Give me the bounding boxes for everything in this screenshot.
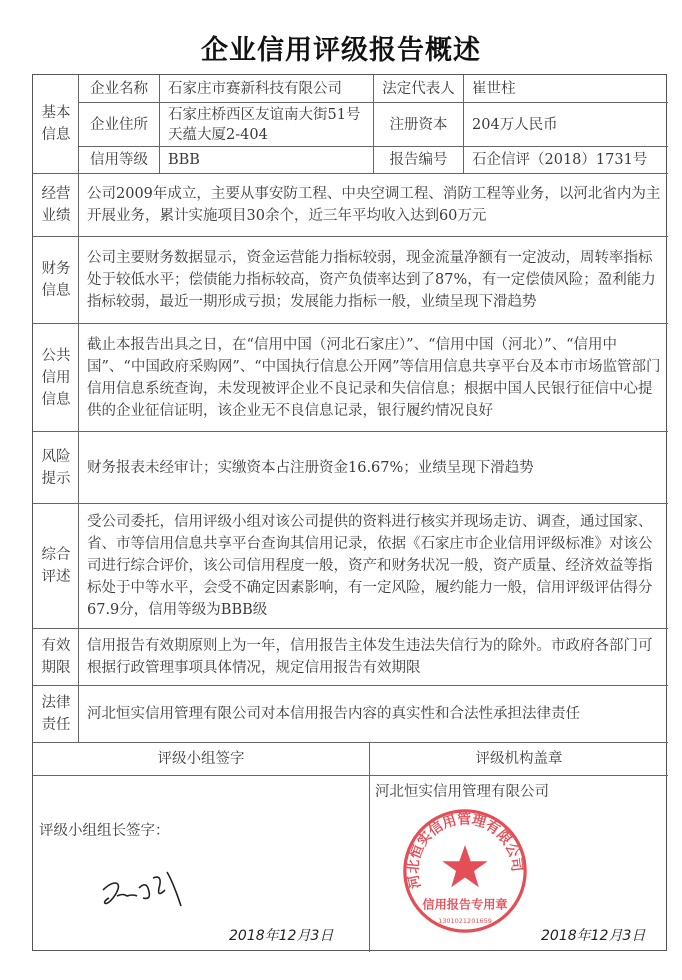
right-date: 2018年12月3日 <box>541 928 646 944</box>
validity-text: 信用报告有效期原则上为一年，信用报告主体发生违法失信行为的除外。市政府各部门可根据行政管理事项具体情况，规定信用报告有效期限 <box>87 638 653 676</box>
left-date: 2018年12月3日 <box>229 928 334 944</box>
company-name: 石家庄市赛新科技有限公司 <box>168 80 342 97</box>
legal-text: 河北恒实信用管理有限公司对本信用报告内容的真实性和合法性承担法律责任 <box>87 706 580 722</box>
agency-seal-header: 评级机构盖章 <box>475 751 563 767</box>
operation-label: 经营业绩 <box>41 186 71 224</box>
svg-text:河北恒实信用管理有限公司: 河北恒实信用管理有限公司 <box>405 811 525 890</box>
company-seal <box>400 806 530 936</box>
company-name-label: 企业名称 <box>90 80 148 97</box>
address: 石家庄桥西区友谊南大街51号天蕴大厦2-404 <box>168 106 361 143</box>
legal-rep-label: 法定代表人 <box>382 80 455 97</box>
finance-text: 公司主要财务数据显示，资金运营能力指标较弱，现金流量净额有一定波动，周转率指标处于较低水平；偿债能力指标较高，资产负债率达到了87%，有一定偿债风险；盈利能力指标较弱，最近一期形成亏损；发展能力指标一般，业绩呈现下滑趋势 <box>87 250 656 310</box>
svg-text:信用报告专用章: 信用报告专用章 <box>422 897 508 912</box>
report-no-label: 报告编号 <box>389 152 448 168</box>
rating-team-sign-header: 评级小组签字 <box>157 751 245 767</box>
legal-label: 法律责任 <box>41 695 71 733</box>
team-leader-sign-label: 评级小组组长签字： <box>39 823 170 839</box>
basic-info-label: 基本信息 <box>41 105 71 143</box>
summary-text: 受公司委托，信用评级小组对该公司提供的资料进行核实并现场走访、调查，通过国家、省、市等信用信息共享平台查询其信用记录，依据《石家庄市企业信用评级标准》对该公司进行综合评价，该公司信用程度一般，资产和财务状况一般，资产质量、经济效益等指标处于中等水平，会受不确定因素影响，有一定风险，履约能力一般，信用评级评估得分67.9分，信用等级为BBB级 <box>87 514 653 618</box>
finance-label: 财务信息 <box>41 261 71 299</box>
public-credit-label: 公共信用信息 <box>41 347 71 408</box>
address-label: 企业住所 <box>90 116 148 133</box>
summary-label: 综合评述 <box>41 547 71 585</box>
leader-signature <box>95 860 205 920</box>
operation-text: 公司2009年成立，主要从事安防工程、中央空调工程、消防工程等业务，以河北省内为主开展业务，累计实施项目30余个，近三年平均收入达到60万元 <box>87 186 661 224</box>
legal-rep: 崔世柱 <box>472 80 516 97</box>
agency-name: 河北恒实信用管理有限公司 <box>375 784 549 800</box>
validity-label: 有效期限 <box>41 638 71 676</box>
capital: 204万人民币 <box>472 116 558 133</box>
risk-text: 财务报表未经审计；实缴资本占注册资金16.67%；业绩呈现下滑趋势 <box>87 459 534 476</box>
report-no: 石企信评（2018）1731号 <box>472 152 648 168</box>
svg-text:1301021201659: 1301021201659 <box>438 917 492 925</box>
page-title: 企业信用评级报告概述 <box>201 35 481 66</box>
grade: BBB <box>168 152 200 168</box>
capital-label: 注册资本 <box>389 116 448 133</box>
risk-label: 风险提示 <box>41 448 71 487</box>
report-summary-table <box>32 74 667 951</box>
public-credit-text: 截止本报告出具之日，在“信用中国（河北石家庄）”、“信用中国（河北）”、“信用中国”、“中国政府采购网”、“中国执行信息公开网”等信用信息共享平台及本市市场监管部门信用信息系统查询，未发现被评企业不良记录和失信信息；根据中国人民银行征信中心提供的企业征信证明，该企业无不良信息记录，银行履约情况良好 <box>87 336 661 419</box>
grade-label: 信用等级 <box>90 152 148 168</box>
